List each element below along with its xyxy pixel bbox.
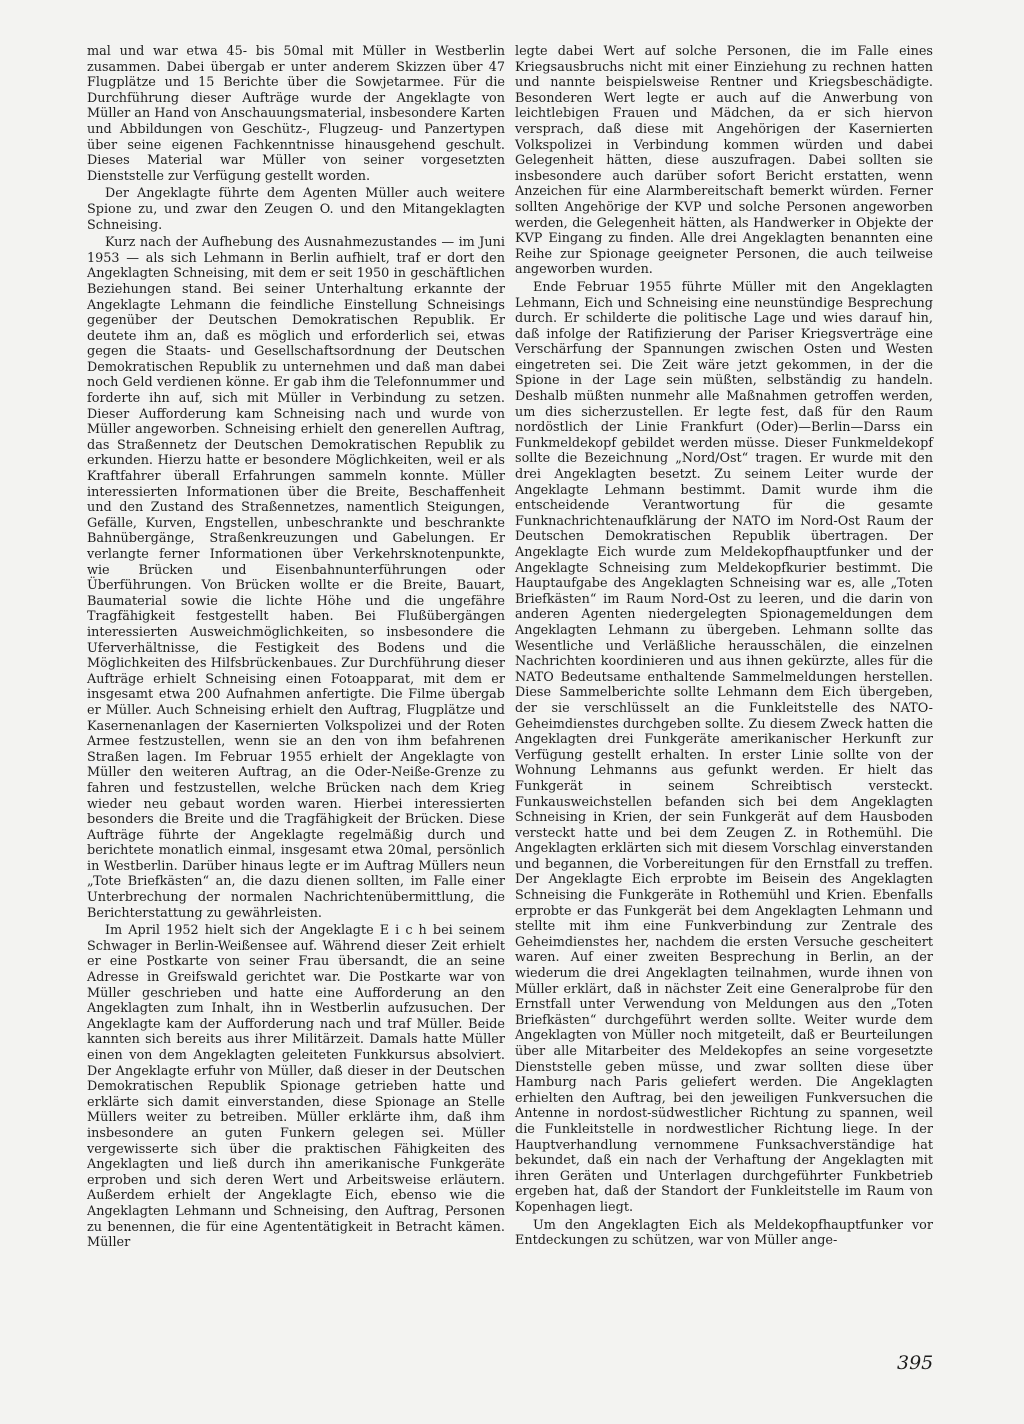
paragraph: Kurz nach der Aufhebung des Ausnahmezustandes — im Juni 1953 — als sich Lehmann in Berlin aufhielt, traf er dort den Angeklagten Schneising, mit dem er seit 1950 in geschäftlichen Beziehungen stand. Bei seiner Unterhaltung erkannte der Angeklagte Lehmann die feindliche Einstellung Schneisings gegenüber der Deutschen Demokratischen Republik. Er deutete ihm an, daß es möglich und erforderlich sei, etwas gegen die Staats- und Gesellschaftsordnung der Deutschen Demokratischen Republik zu unternehmen und daß man dabei noch Geld verdienen könne. Er gab ihm die Telefonnummer und forderte ihn auf, sich mit Müller in Verbindung zu setzen. Dieser Aufforderung kam Schneising nach und wurde von Müller angeworben. Schneising erhielt den generellen Auftrag, das Straßennetz der Deutschen Demokratischen Republik zu erkunden. Hierzu hatte er besondere Möglichkeiten, weil er als Kraftfahrer überall Erfahrungen sammeln konnte. Müller interessierten Informationen über die Breite, Beschaffenheit und den Zustand des Straßennetzes, namentlich Steigungen, Gefälle, Kurven, Engstellen, unbeschrankte und beschrankte Bahnübergänge, Straßenkreuzungen und Gabelungen. Er verlangte ferner Informationen über Verkehrsknotenpunkte, wie Brücken und Eisenbahnunterführungen oder Überführungen. Von Brücken wollte er die Breite, Bauart, Baumaterial sowie die lichte Höhe und die ungefähre Tragfähigkeit festgestellt haben. Bei Flußübergängen interessierten Ausweichmöglichkeiten, so insbesondere die Uferverhältnisse, die Festigkeit des Bodens und die Möglichkeiten des Hilfsbrückenbaues. Zur Durchführung dieser Aufträge erhielt Schneising einen Fotoapparat, mit dem er insgesamt etwa 200 Aufnahmen anfertigte. Die Filme übergab er Müller. Auch Schneising erhielt den Auftrag, Flugplätze und Kasernenanlagen der Kasernierten Volkspolizei und der Roten Armee festzustellen, wenn sie an den von ihm befahrenen Straßen lagen. Im Februar 1955 erhielt der Angeklagte von Müller den weiteren Auftrag, an die Oder-Neiße-Grenze zu fahren und festzustellen, welche Brücken nach dem Krieg wieder neu gebaut worden waren. Hierbei interessierten besonders die Breite und die Tragfähigkeit der Brücken. Diese Aufträge führte der Angeklagte regelmäßig durch und berichtete monatlich einmal, insgesamt etwa 20mal, persönlich in Westberlin. Darüber hinaus legte er im Auftrag Müllers neun „Tote Briefkästen“ an, die dazu dienen sollten, im Falle einer Unterbrechung der normalen Nachrichtenübermittlung, die Berichterstattung zu gewährleisten.	[87, 235, 505, 921]
paragraph: Ende Februar 1955 führte Müller mit den Angeklagten Lehmann, Eich und Schneising eine neunstündige Besprechung durch. Er schilderte die politische Lage und wies darauf hin, daß infolge der Ratifizierung der Pariser Kriegsverträge eine Verschärfung der Spannungen zwischen Osten und Westen eingetreten sei. Die Zeit wäre jetzt gekommen, in der die Spione in der Lage sein müßten, selbständig zu handeln. Deshalb müßten nunmehr alle Maßnahmen getroffen werden, um dies sicherzustellen. Er legte fest, daß für den Raum nordöstlich der Linie Frankfurt (Oder)—Berlin—Darss ein Funkmeldekopf gebildet werden müsse. Dieser Funkmeldekopf sollte die Bezeichnung „Nord/Ost“ tragen. Er wurde mit den drei Angeklagten besetzt. Zu seinem Leiter wurde der Angeklagte Lehmann bestimmt. Damit wurde ihm die entscheidende Verantwortung für die gesamte Funknachrichtenaufklärung der NATO im Nord-Ost Raum der Deutschen Demokratischen Republik übertragen. Der Angeklagte Eich wurde zum Meldekopfhauptfunker und der Angeklagte Schneising zum Meldekopfkurier bestimmt. Die Hauptaufgabe des Angeklagten Schneising war es, alle „Toten Briefkästen“ im Raum Nord-Ost zu leeren, und die darin von anderen Agenten niedergelegten Spionagemeldungen dem Angeklagten Lehmann zu übergeben. Lehmann sollte das Wesentliche und Verläßliche herausschälen, die einzelnen Nachrichten koordinieren und aus ihnen gekürzte, alles für die NATO Bedeutsame enthaltende Sammelmeldungen herstellen. Diese Sammelberichte sollte Lehmann dem Eich übergeben, der sie verschlüsselt an die Funkleitstelle des NATO-Geheimdienstes durchgeben sollte. Zu diesem Zweck hatten die Angeklagten drei Funkgeräte amerikanischer Herkunft zur Verfügung gestellt erhalten. In erster Linie sollte von der Wohnung Lehmanns aus gefunkt werden. Er hielt das Funkgerät in seinem Schreibtisch versteckt. Funkausweichstellen befanden sich bei dem Angeklagten Schneising in Krien, der sein Funkgerät auf dem Hausboden versteckt hatte und bei dem Zeugen Z. in Rothemühl. Die Angeklagten erklärten sich mit diesem Vorschlag einverstanden und begannen, die Vorbereitungen für den Ernstfall zu treffen. Der Angeklagte Eich erprobte im Beisein des Angeklagten Schneising die Funkgeräte in Rothemühl und Krien. Ebenfalls erprobte er das Funkgerät bei dem Angeklagten Lehmann und stellte mit ihm eine Funkverbindung zur Zentrale des Geheimdienstes her, nachdem die ersten Versuche gescheitert waren. Auf einer zweiten Besprechung in Berlin, an der wiederum die drei Angeklagten teilnahmen, wurde ihnen von Müller erklärt, daß in nächster Zeit eine Generalprobe für den Ernstfall unter Verwendung von Meldungen aus den „Toten Briefkästen“ durchgeführt werden sollte. Weiter wurde dem Angeklagten von Müller noch mitgeteilt, daß er Beurteilungen über alle Mitarbeiter des Meldekopfes an seine vorgesetzte Dienststelle geben müsse, und zwar sollten diese über Hamburg nach Paris geliefert werden. Die Angeklagten erhielten den Auftrag, bei den jeweiligen Funkversuchen die Antenne in nordost-südwestlicher Richtung zu spannen, weil die Funkleitstelle in nordwestlicher Richtung liege. In der Hauptverhandlung vernommene Funksachverständige hat bekundet, daß ein nach der Verhaftung der Angeklagten mit ihren Geräten und Unterlagen durchgeführter Funkbetrieb ergeben hat, daß der Standort der Funkleitstelle im Raum von Kopenhagen liegt.	[515, 279, 933, 1215]
page-number: 395	[897, 1352, 934, 1374]
paragraph: Der Angeklagte führte dem Agenten Müller auch weitere Spione zu, und zwar den Zeugen O. und den Mitangeklagten Schneising.	[87, 186, 505, 233]
paragraph: mal und war etwa 45- bis 50mal mit Müller in Westberlin zusammen. Dabei übergab er unter anderem Skizzen über 47 Flugplätze und 15 Berichte über die Sowjetarmee. Für die Durchführung dieser Aufträge wurde der Angeklagte von Müller an Hand von Anschauungsmaterial, insbesondere Karten und Abbildungen von Geschütz-, Flugzeug- und Panzertypen über seine eigenen Fachkenntnisse hinausgehend geschult. Dieses Material war Müller von seiner vorgesetzten Dienststelle zur Verfügung gestellt worden.	[87, 44, 505, 184]
left-column	[87, 44, 505, 1251]
paragraph: Im April 1952 hielt sich der Angeklagte E i c h bei seinem Schwager in Berlin-Weißensee auf. Während dieser Zeit erhielt er eine Postkarte von seiner Frau übersandt, die an seine Adresse in Greifswald gerichtet war. Die Postkarte war von Müller geschrieben und hatte eine Aufforderung an den Angeklagten zum Inhalt, ihn in Westberlin aufzusuchen. Der Angeklagte kam der Aufforderung nach und traf Müller. Beide kannten sich bereits aus ihrer Militärzeit. Damals hatte Müller einen von dem Angeklagten geleiteten Funkkursus absolviert. Der Angeklagte erfuhr von Müller, daß dieser in der Deutschen Demokratischen Republik Spionage getrieben hatte und erklärte sich damit einverstanden, diese Spionage an Stelle Müllers weiter zu betreiben. Müller erklärte ihm, daß ihm insbesondere an guten Funkern gelegen sei. Müller vergewisserte sich über die praktischen Fähigkeiten des Angeklagten und ließ durch ihn amerikanische Funkgeräte erproben und sich deren Wert und Arbeitsweise erläutern. Außerdem erhielt der Angeklagte Eich, ebenso wie die Angeklagten Lehmann und Schneising, den Auftrag, Personen zu benennen, die für eine Agententätigkeit in Betracht kämen. Müller	[87, 923, 505, 1251]
paragraph: Um den Angeklagten Eich als Meldekopfhauptfunker vor Entdeckungen zu schützen, war von Müller ange-	[515, 1217, 933, 1249]
right-column	[515, 44, 933, 1249]
paragraph: legte dabei Wert auf solche Personen, die im Falle eines Kriegsausbruchs nicht mit einer Einziehung zu rechnen hatten und nannte beispielsweise Rentner und Kriegsbeschädigte. Besonderen Wert legte er auch auf die Anwerbung von leichtlebigen Frauen und Mädchen, da er sich hiervon versprach, daß diese mit Angehörigen der Kasernierten Volkspolizei in Verbindung kommen würden und dabei Gelegenheit hätten, diese auszufragen. Dabei sollten sie insbesondere auch darüber sofort Bericht erstatten, wenn Anzeichen für eine Alarmbereitschaft bemerkt würden. Ferner sollten Angehörige der KVP und solche Personen angeworben werden, die Gelegenheit hätten, als Handwerker in Objekte der KVP Eingang zu finden. Alle drei Angeklagten benannten eine Reihe zur Spionage geeigneter Personen, die auch teilweise angeworben wurden.	[515, 44, 933, 278]
